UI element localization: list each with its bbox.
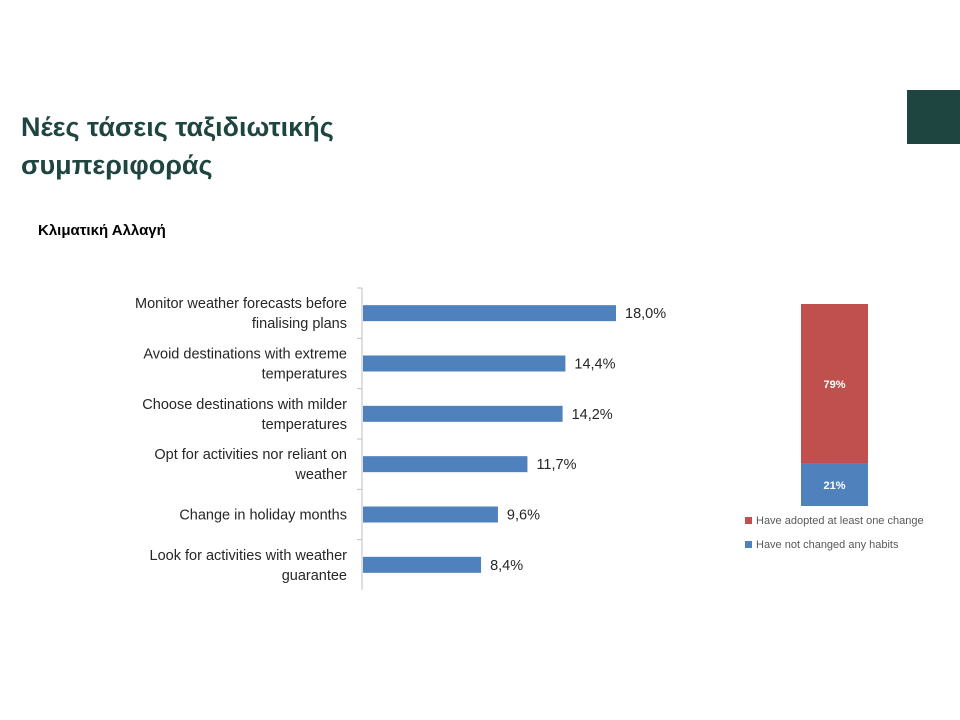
category-label-line: finalising plans: [251, 316, 347, 333]
category-label-line: Look for activities with weather: [149, 547, 347, 564]
slide-title-line-2: συμπεριφοράς: [21, 150, 213, 180]
slide-subtitle: Κλιματική Αλλαγή: [38, 222, 166, 239]
bar: [363, 406, 563, 422]
data-label: 9,6%: [506, 507, 540, 524]
stack-segment-label: 79%: [823, 378, 846, 391]
category-label: [154, 447, 347, 483]
bar: [363, 507, 498, 523]
category-label: [150, 548, 348, 584]
legend-label: Have adopted at least one change: [756, 515, 924, 527]
category-label-line: temperatures: [261, 416, 347, 433]
category-label: [143, 347, 347, 383]
bar: [363, 456, 527, 472]
category-label-line: Choose destinations with milder: [142, 396, 347, 413]
category-label-line: Opt for activities nor reliant on: [154, 447, 347, 464]
data-label: 14,4%: [574, 356, 616, 373]
stack-segment-label: 21%: [823, 479, 846, 492]
bar: [363, 356, 565, 372]
category-label-line: Avoid destinations with extreme: [143, 346, 347, 363]
category-label: [179, 508, 347, 524]
category-label: [142, 397, 347, 433]
legend-swatch: [745, 517, 752, 524]
category-label-line: weather: [295, 467, 347, 484]
category-label-line: temperatures: [261, 366, 347, 383]
category-label-line: Change in holiday months: [179, 507, 347, 524]
bar: [363, 305, 616, 321]
bar: [363, 557, 481, 573]
data-label: 18,0%: [625, 306, 667, 323]
category-label-line: guarantee: [281, 567, 347, 584]
category-label-line: Monitor weather forecasts before: [135, 296, 347, 313]
slide-title-line-1: Νέες τάσεις ταξιδιωτικής: [21, 112, 334, 142]
data-label: 8,4%: [490, 557, 524, 574]
habit-changes-bar-chart: [135, 288, 666, 590]
adoption-stacked-chart: [745, 304, 924, 551]
legend-label: Have not changed any habits: [756, 539, 899, 551]
category-label: [135, 296, 347, 332]
data-label: 11,7%: [536, 457, 577, 474]
data-label: 14,2%: [571, 406, 613, 423]
legend-swatch: [745, 541, 752, 548]
